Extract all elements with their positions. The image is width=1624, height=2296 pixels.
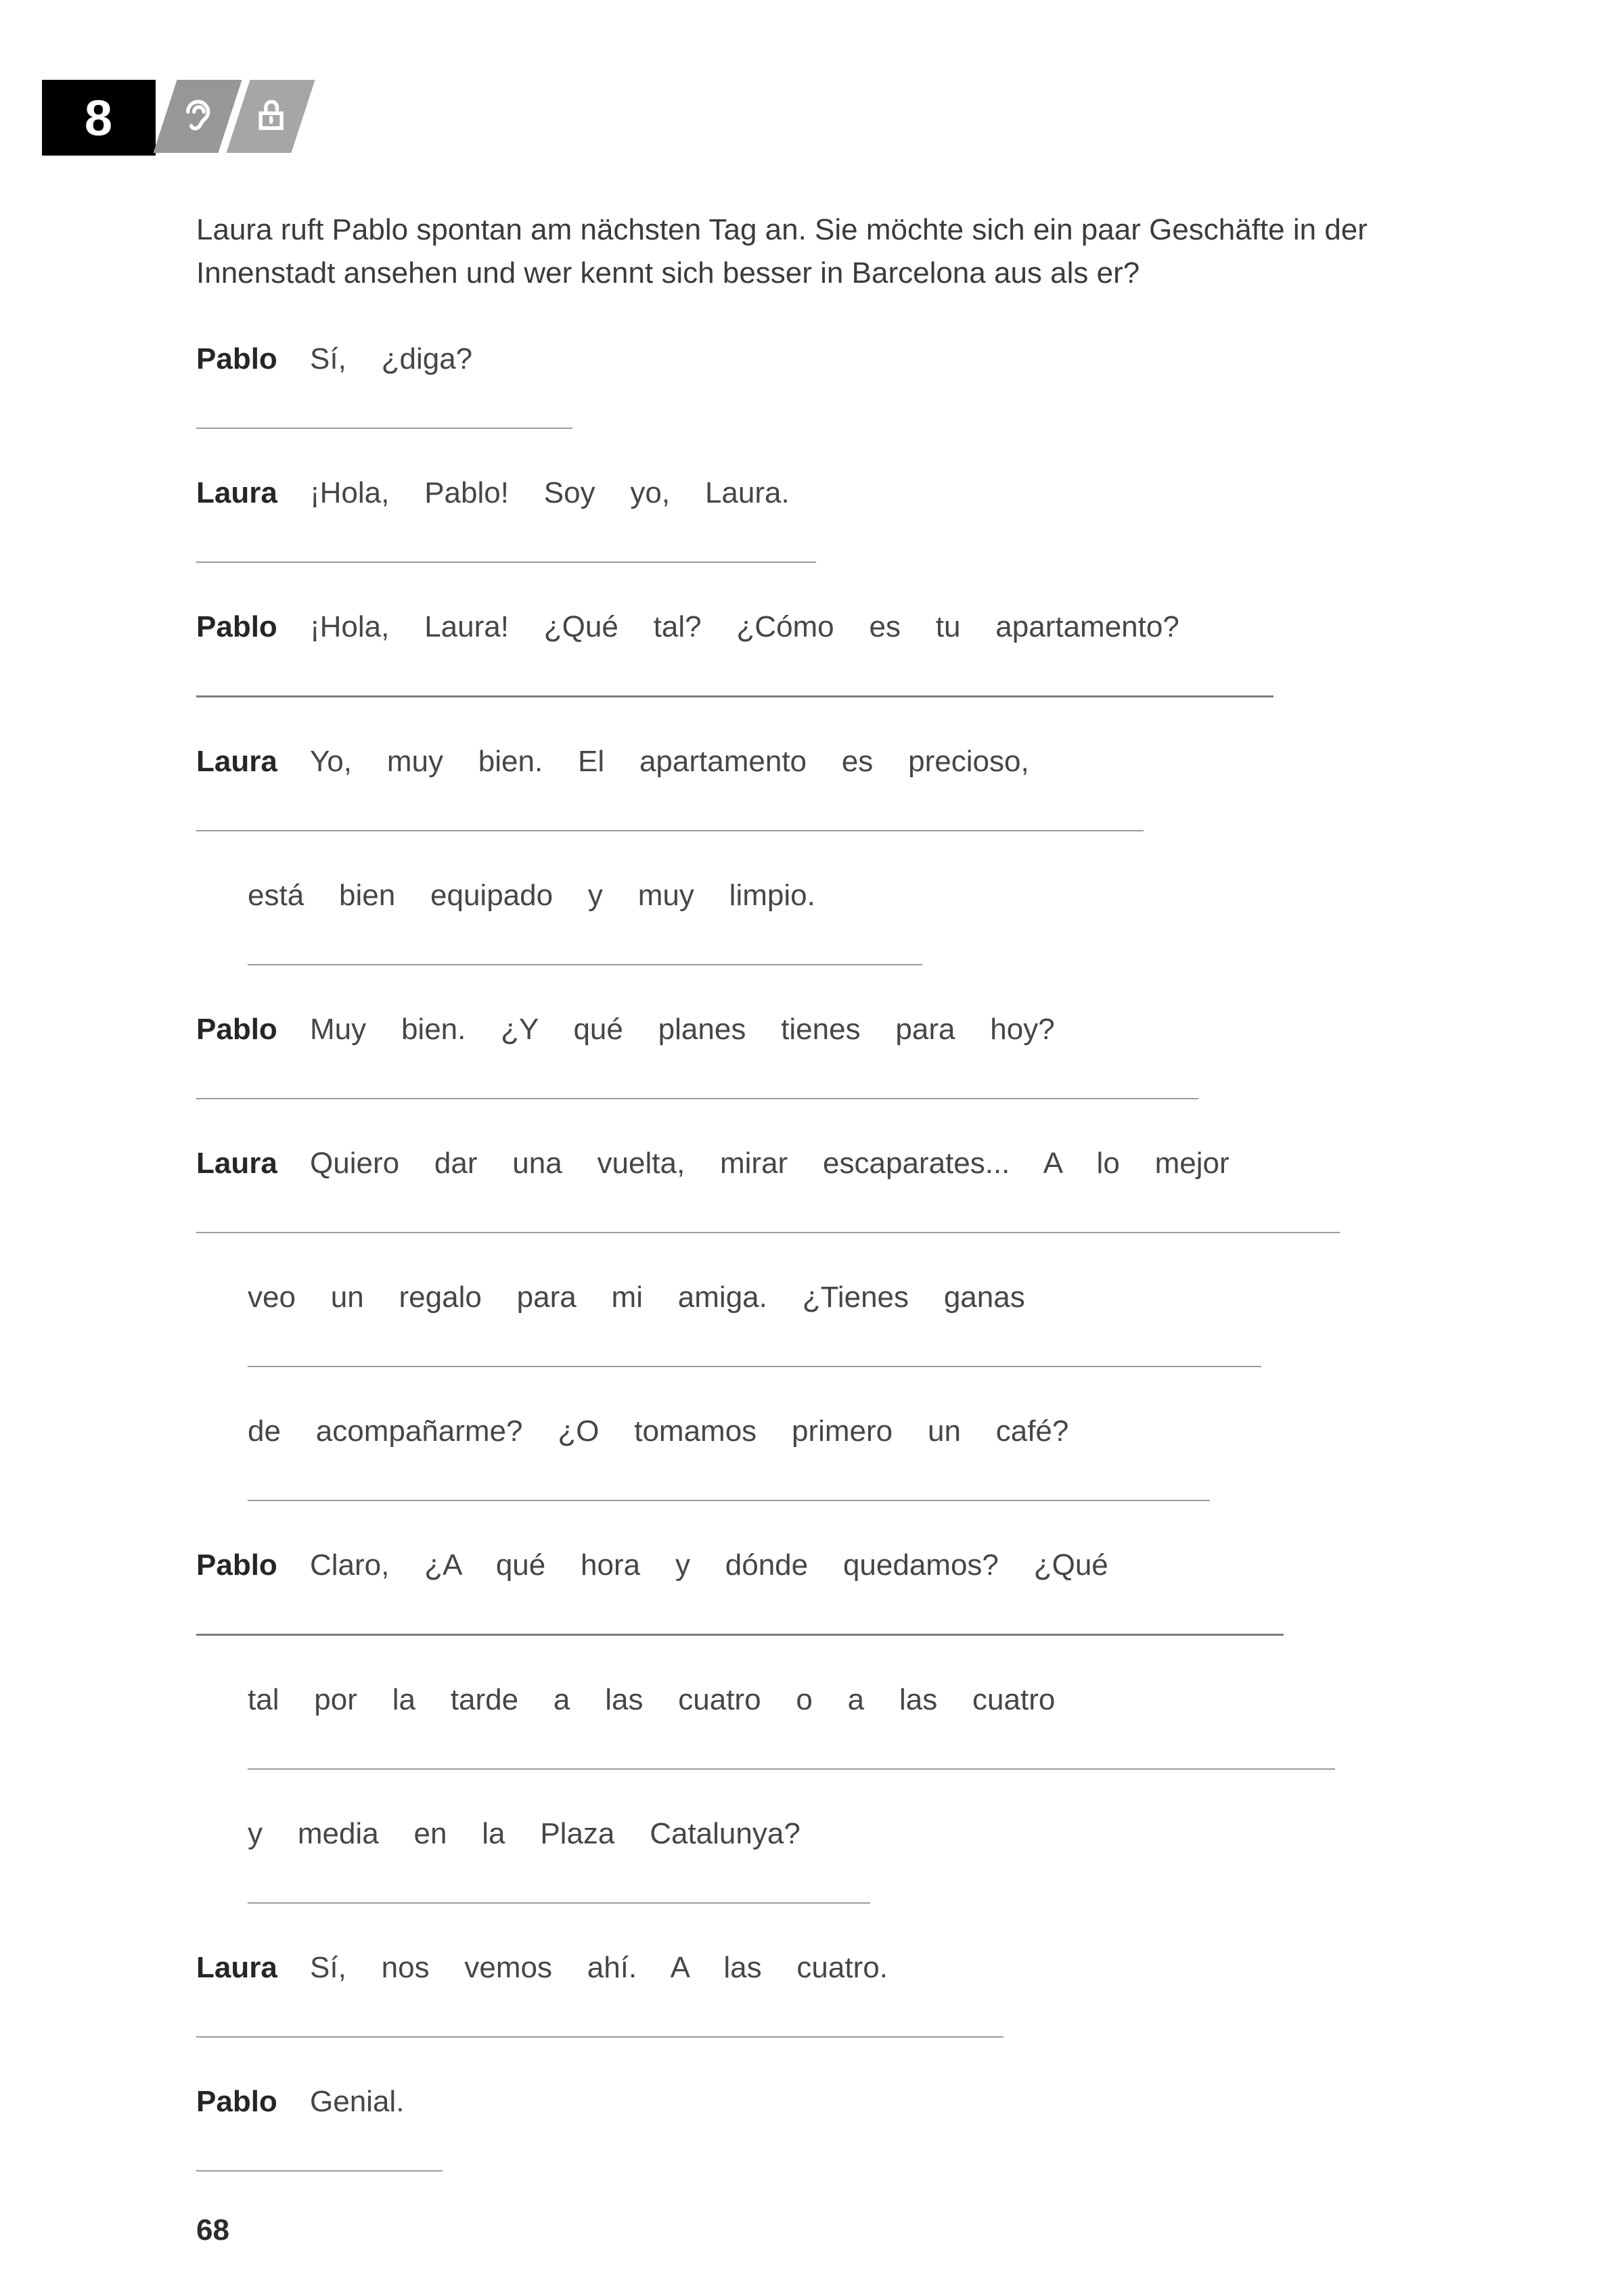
answer-line [248,1902,870,1904]
answer-line [196,1098,1198,1099]
speaker-label: Pablo [196,342,277,375]
speaker-label: Pablo [196,2085,277,2118]
intro-text: Laura ruft Pablo spontan am nächsten Tag an. Sie möchte sich ein paar Geschäfte in der Innenstadt ansehen und wer kennt sich besser in Barcelona aus als er? [196,213,1368,290]
answer-line [196,2170,443,2172]
dialogue-row [196,1147,1543,1233]
chapter-number: 8 [42,80,156,156]
dialogue-line [196,1013,1543,1051]
dialogue-line [196,1951,1543,1989]
dialogue-row [196,745,1543,831]
answer-line [248,1768,1335,1770]
locked-content-badge [226,80,315,153]
dialogue-row [196,1951,1543,2038]
dialogue-line [196,610,1543,648]
dialogue-row [196,342,1543,429]
answer-line [196,428,572,429]
dialogue-text: ¡Hola, Laura! ¿Qué tal? ¿Cómo es tu apartamento? [310,610,1179,643]
dialogue-line [248,879,1543,917]
dialogue-text: Genial. [310,2085,405,2118]
answer-line [196,1232,1340,1233]
dialogue-row [196,2085,1543,2172]
speaker-label: Laura [196,1951,277,1984]
dialogue-text: Yo, muy bien. El apartamento es precioso, [310,745,1029,778]
speaker-label: Pablo [196,1013,277,1046]
dialogue-line [248,1683,1543,1721]
dialogue-text: y media en la Plaza Catalunya? [248,1817,800,1850]
dialogue-line [196,2085,1543,2123]
dialogue-row [196,610,1543,697]
speaker-label: Pablo [196,610,277,643]
dialogue-row [196,476,1543,563]
dialogue-row [196,1817,1543,1904]
dialogue-line [196,476,1543,514]
dialogue-line [248,1415,1543,1452]
dialogue-line [196,745,1543,783]
speaker-label: Laura [196,476,277,509]
dialogue-line [196,342,1543,380]
answer-line [248,964,922,965]
dialogue-row [196,879,1543,965]
chapter-header [42,80,303,156]
dialogue-row [196,1548,1543,1636]
ear-listening-icon [169,94,226,139]
dialogue-line [248,1817,1543,1855]
dialogue-text: Claro, ¿A qué hora y dónde quedamos? ¿Qué [310,1548,1108,1582]
dialogue-text: Quiero dar una vuelta, mirar escaparates... A lo mejor [310,1147,1230,1180]
listening-exercise-badge [153,80,242,153]
dialogue-text: ¡Hola, Pablo! Soy yo, Laura. [310,476,790,509]
dialogue-text: Sí, ¿diga? [310,342,473,375]
answer-line [248,1366,1261,1367]
exercise-icons [165,80,303,153]
answer-line [248,1500,1210,1501]
dialogue-row [196,1683,1543,1770]
dialogue-text: Muy bien. ¿Y qué planes tienes para hoy? [310,1013,1055,1046]
dialogue-line [196,1147,1543,1185]
answer-line [196,1634,1284,1636]
dialogue-text: tal por la tarde a las cuatro o a las cuatro [248,1683,1056,1716]
dialogue-row [196,1415,1543,1501]
speaker-label: Pablo [196,1548,277,1582]
speaker-label: Laura [196,745,277,778]
answer-line [196,830,1144,831]
dialogue-text: está bien equipado y muy limpio. [248,879,815,912]
dialogue-row [196,1281,1543,1367]
dialogue-line [248,1281,1543,1318]
page-number: 68 [196,2213,229,2247]
dialogue-text: de acompañarme? ¿O tomamos primero un café? [248,1415,1069,1448]
answer-line [196,695,1273,697]
dialogue-text: Sí, nos vemos ahí. A las cuatro. [310,1951,888,1984]
dialogue [196,342,1543,2219]
speaker-label: Laura [196,1147,277,1180]
dialogue-text: veo un regalo para mi amiga. ¿Tienes ganas [248,1281,1025,1314]
padlock-icon [242,94,299,139]
dialogue-row [196,1013,1543,1099]
answer-line [196,2036,1003,2038]
dialogue-line [196,1548,1543,1586]
answer-line [196,561,816,563]
